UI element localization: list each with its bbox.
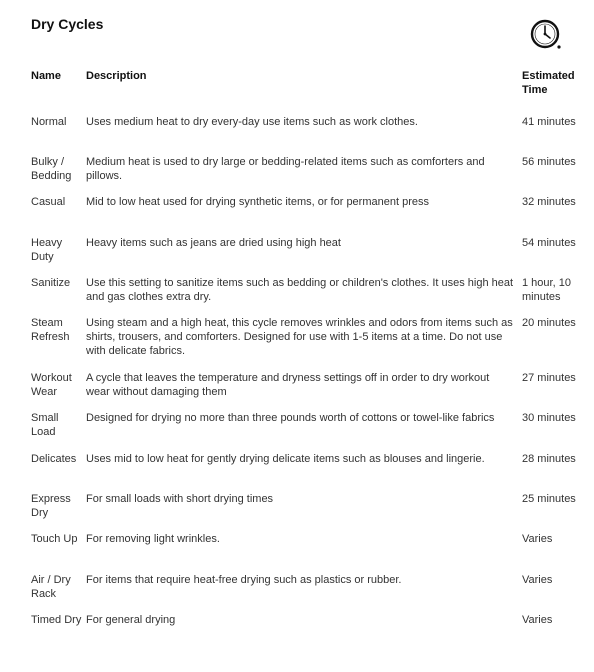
cycle-description: For items that require heat-free drying such as plastics or rubber. <box>86 574 402 586</box>
cycle-name: Express Dry <box>31 493 71 519</box>
cycle-description: Uses mid to low heat for gently drying delicate items such as blouses and lingerie. <box>86 453 485 465</box>
cycle-description: Medium heat is used to dry large or bedding-related items such as comforters and pillows. <box>86 156 485 182</box>
cycle-name: Bulky / Bedding <box>31 156 72 182</box>
cycle-description: Using steam and a high heat, this cycle removes wrinkles and odors from items such as shirts, trousers, and comforters. Designed for use with 1-5 items at a time. Do not use with delicate fabrics. <box>86 317 513 357</box>
column-header-estimated-time: Estimated Time <box>522 70 575 96</box>
cycle-name: Heavy Duty <box>31 237 63 263</box>
cycle-description: Use this setting to sanitize items such as bedding or children's clothes. It uses high heat and gas clothes extra dry. <box>86 277 514 303</box>
cycle-description: Uses medium heat to dry every-day use items such as work clothes. <box>86 116 418 128</box>
cycle-name: Small Load <box>31 412 59 438</box>
cycle-name: Timed Dry <box>31 614 82 626</box>
cycle-time: 20 minutes <box>522 317 576 329</box>
column-header-name: Name <box>31 70 61 82</box>
cycle-time: 27 minutes <box>522 372 576 384</box>
cycle-name: Steam Refresh <box>31 317 70 343</box>
cycle-name: Normal <box>31 116 67 128</box>
cycle-time: Varies <box>522 614 553 626</box>
cycle-time: Varies <box>522 574 553 586</box>
cycle-description: Designed for drying no more than three pounds worth of cottons or towel-like fabrics <box>86 412 495 424</box>
cycle-description: Mid to low heat used for drying synthetic items, or for permanent press <box>86 196 429 208</box>
cycle-description: For general drying <box>86 614 176 626</box>
cycle-description: A cycle that leaves the temperature and dryness settings off in order to dry workout wear without damaging them <box>86 372 490 398</box>
page-title: Dry Cycles <box>31 16 104 32</box>
cycle-time: 30 minutes <box>522 412 576 424</box>
cycle-time: 25 minutes <box>522 493 576 505</box>
cycle-name: Workout Wear <box>31 372 72 398</box>
cycle-description: For small loads with short drying times <box>86 493 274 505</box>
cycle-time: 56 minutes <box>522 156 576 168</box>
cycle-name: Touch Up <box>31 533 78 545</box>
cycle-name: Casual <box>31 196 66 208</box>
cycle-time: Varies <box>522 533 553 545</box>
cycle-name: Delicates <box>31 453 77 465</box>
cycle-name: Air / Dry Rack <box>31 574 71 600</box>
cycle-description: Heavy items such as jeans are dried using high heat <box>86 237 341 249</box>
clock-icon <box>530 19 564 53</box>
cycle-time: 32 minutes <box>522 196 576 208</box>
cycle-name: Sanitize <box>31 277 71 289</box>
cycle-time: 54 minutes <box>522 237 576 249</box>
cycle-time: 41 minutes <box>522 116 576 128</box>
cycle-description: For removing light wrinkles. <box>86 533 220 545</box>
column-header-description: Description <box>86 70 147 82</box>
cycle-time: 28 minutes <box>522 453 576 465</box>
cycle-time: 1 hour, 10 minutes <box>522 277 571 303</box>
